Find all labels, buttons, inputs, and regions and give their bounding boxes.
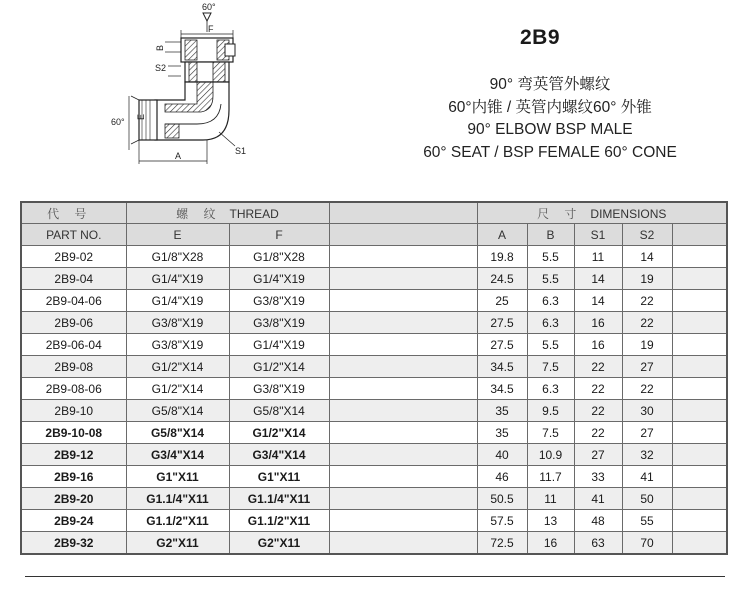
dim-s1-cell: 14 (574, 268, 622, 290)
blank-cell (672, 466, 727, 488)
thread-e-cell: G3/4"X14 (126, 444, 229, 466)
thread-e-cell: G1.1/4"X11 (126, 488, 229, 510)
thread-f-cell: G3/8"X19 (229, 378, 329, 400)
table-header-row-1 (21, 202, 727, 224)
dim-b-cell: 5.5 (527, 246, 574, 268)
part-no-cell: 2B9-32 (21, 532, 126, 555)
blank-col-header (329, 224, 477, 246)
table-row (21, 378, 727, 400)
part-no-cell: 2B9-16 (21, 466, 126, 488)
dim-a-cell: 25 (477, 290, 527, 312)
dim-b-cell: 6.3 (527, 290, 574, 312)
blank-header (329, 202, 477, 224)
thread-f-cell: G2"X11 (229, 532, 329, 555)
part-no-cell: 2B9-10 (21, 400, 126, 422)
thread-f-cell: G3/4"X14 (229, 444, 329, 466)
angle-left-label: 60° (111, 117, 125, 127)
dim-a-cell: 72.5 (477, 532, 527, 555)
dim-b-cell: 13 (527, 510, 574, 532)
col-s1-header: S1 (574, 224, 622, 246)
desc-line: 60° SEAT / BSP FEMALE 60° CONE (423, 143, 677, 161)
specification-table (20, 201, 728, 555)
blank-cell (672, 268, 727, 290)
blank-cell (672, 532, 727, 555)
thread-e-cell: G5/8"X14 (126, 422, 229, 444)
f-dim-label: F (208, 24, 214, 34)
dim-b-cell: 11 (527, 488, 574, 510)
blank-cell (672, 356, 727, 378)
dim-s2-cell: 27 (622, 422, 672, 444)
table-row (21, 400, 727, 422)
table-row (21, 356, 727, 378)
part-no-cell: 2B9-06 (21, 312, 126, 334)
blank-cell (329, 510, 477, 532)
dim-a-cell: 19.8 (477, 246, 527, 268)
dim-s1-cell: 48 (574, 510, 622, 532)
dim-b-cell: 5.5 (527, 268, 574, 290)
dim-s1-cell: 41 (574, 488, 622, 510)
blank-cell (329, 356, 477, 378)
dim-b-cell: 10.9 (527, 444, 574, 466)
table-row (21, 510, 727, 532)
blank-cell (329, 378, 477, 400)
dim-b-cell: 6.3 (527, 378, 574, 400)
thread-f-cell: G1/4"X19 (229, 268, 329, 290)
thread-e-cell: G1"X11 (126, 466, 229, 488)
thread-e-cell: G1/8"X28 (126, 246, 229, 268)
part-no-cell: 2B9-04-06 (21, 290, 126, 312)
blank-cell (329, 532, 477, 555)
thread-e-cell: G3/8"X19 (126, 334, 229, 356)
part-no-cell: 2B9-08 (21, 356, 126, 378)
s2-dim-label: S2 (155, 63, 167, 73)
part-no-cell: 2B9-08-06 (21, 378, 126, 400)
dim-s2-cell: 30 (622, 400, 672, 422)
dim-s1-cell: 16 (574, 334, 622, 356)
table-row (21, 444, 727, 466)
blank-cell (672, 246, 727, 268)
blank-cell (329, 334, 477, 356)
dim-s2-cell: 55 (622, 510, 672, 532)
blank-cell (329, 268, 477, 290)
dim-s1-cell: 14 (574, 290, 622, 312)
dim-s1-cell: 11 (574, 246, 622, 268)
blank-cell (329, 290, 477, 312)
dim-s2-cell: 22 (622, 378, 672, 400)
desc-line: 90° 弯英管外螺纹 (489, 76, 611, 93)
table-row (21, 268, 727, 290)
s1-dim-label: S1 (235, 146, 247, 156)
product-code: 2B9 (519, 26, 561, 49)
table-row (21, 466, 727, 488)
col-s2-header: S2 (622, 224, 672, 246)
blank-col-header (672, 224, 727, 246)
col-a-header: A (477, 224, 527, 246)
thread-f-cell: G1"X11 (229, 466, 329, 488)
dim-a-cell: 57.5 (477, 510, 527, 532)
part-no-zh-header: 代 号 (21, 202, 126, 224)
dim-s2-cell: 14 (622, 246, 672, 268)
blank-cell (329, 466, 477, 488)
table-row (21, 488, 727, 510)
table-row (21, 290, 727, 312)
dim-b-cell: 5.5 (527, 334, 574, 356)
thread-e-cell: G3/8"X19 (126, 312, 229, 334)
part-no-cell: 2B9-04 (21, 268, 126, 290)
blank-cell (672, 312, 727, 334)
dim-s2-cell: 50 (622, 488, 672, 510)
col-b-header: B (527, 224, 574, 246)
part-no-header: PART NO. (21, 224, 126, 246)
thread-header: 螺 纹 THREAD (126, 202, 329, 224)
desc-line: 60°内锥 / 英管内螺纹60° 外锥 (448, 98, 652, 116)
dim-s2-cell: 19 (622, 268, 672, 290)
angle-top-label: 60° (202, 2, 216, 12)
blank-cell (329, 400, 477, 422)
dim-s2-cell: 41 (622, 466, 672, 488)
elbow-fitting-drawing (95, 0, 295, 172)
dim-a-cell: 27.5 (477, 312, 527, 334)
part-no-cell: 2B9-24 (21, 510, 126, 532)
blank-cell (672, 290, 727, 312)
thread-e-cell: G1/2"X14 (126, 356, 229, 378)
thread-e-cell: G1/4"X19 (126, 268, 229, 290)
dim-s1-cell: 63 (574, 532, 622, 555)
dim-s2-cell: 22 (622, 290, 672, 312)
dim-s2-cell: 27 (622, 356, 672, 378)
thread-f-cell: G3/8"X19 (229, 290, 329, 312)
dim-b-cell: 11.7 (527, 466, 574, 488)
blank-cell (672, 510, 727, 532)
table-row (21, 532, 727, 555)
e-dim-label: E (136, 113, 146, 120)
part-no-cell: 2B9-02 (21, 246, 126, 268)
thread-f-cell: G3/8"X19 (229, 312, 329, 334)
thread-f-cell: G1/4"X19 (229, 334, 329, 356)
dim-s1-cell: 22 (574, 378, 622, 400)
table-header-row-2 (21, 224, 727, 246)
dim-s1-cell: 16 (574, 312, 622, 334)
thread-f-cell: G1.1/4"X11 (229, 488, 329, 510)
dim-a-cell: 46 (477, 466, 527, 488)
col-f-header: F (229, 224, 329, 246)
dim-s2-cell: 70 (622, 532, 672, 555)
blank-cell (672, 444, 727, 466)
dim-a-cell: 35 (477, 400, 527, 422)
a-dim-label: A (175, 151, 182, 161)
thread-e-cell: G1/2"X14 (126, 378, 229, 400)
blank-cell (672, 422, 727, 444)
part-no-cell: 2B9-12 (21, 444, 126, 466)
dim-s1-cell: 22 (574, 422, 622, 444)
blank-cell (329, 422, 477, 444)
dim-a-cell: 34.5 (477, 378, 527, 400)
table-row (21, 334, 727, 356)
b-dim-label: B (155, 44, 165, 51)
dim-s2-cell: 19 (622, 334, 672, 356)
thread-f-cell: G1/2"X14 (229, 356, 329, 378)
thread-f-cell: G5/8"X14 (229, 400, 329, 422)
dim-s1-cell: 33 (574, 466, 622, 488)
thread-f-cell: G1/8"X28 (229, 246, 329, 268)
thread-e-cell: G1/4"X19 (126, 290, 229, 312)
thread-f-cell: G1/2"X14 (229, 422, 329, 444)
dim-a-cell: 27.5 (477, 334, 527, 356)
table-row (21, 422, 727, 444)
dim-a-cell: 35 (477, 422, 527, 444)
bottom-divider (25, 576, 725, 577)
table-row (21, 312, 727, 334)
dimensions-header: 尺 寸 DIMENSIONS (477, 202, 727, 224)
blank-cell (672, 378, 727, 400)
blank-cell (672, 334, 727, 356)
dim-b-cell: 7.5 (527, 356, 574, 378)
blank-cell (329, 246, 477, 268)
dim-a-cell: 40 (477, 444, 527, 466)
table-row (21, 246, 727, 268)
thread-f-cell: G1.1/2"X11 (229, 510, 329, 532)
dim-a-cell: 50.5 (477, 488, 527, 510)
dim-b-cell: 6.3 (527, 312, 574, 334)
dim-s1-cell: 27 (574, 444, 622, 466)
part-no-cell: 2B9-06-04 (21, 334, 126, 356)
thread-e-cell: G5/8"X14 (126, 400, 229, 422)
dim-b-cell: 16 (527, 532, 574, 555)
blank-cell (672, 488, 727, 510)
thread-e-cell: G2"X11 (126, 532, 229, 555)
dim-b-cell: 9.5 (527, 400, 574, 422)
dim-b-cell: 7.5 (527, 422, 574, 444)
dim-s1-cell: 22 (574, 356, 622, 378)
desc-line: 90° ELBOW BSP MALE (467, 121, 633, 139)
part-no-cell: 2B9-10-08 (21, 422, 126, 444)
blank-cell (329, 488, 477, 510)
part-no-cell: 2B9-20 (21, 488, 126, 510)
blank-cell (329, 444, 477, 466)
thread-e-cell: G1.1/2"X11 (126, 510, 229, 532)
dim-s1-cell: 22 (574, 400, 622, 422)
dim-s2-cell: 22 (622, 312, 672, 334)
col-e-header: E (126, 224, 229, 246)
dim-a-cell: 24.5 (477, 268, 527, 290)
blank-cell (672, 400, 727, 422)
product-description (380, 74, 720, 164)
dim-a-cell: 34.5 (477, 356, 527, 378)
dim-s2-cell: 32 (622, 444, 672, 466)
blank-cell (329, 312, 477, 334)
